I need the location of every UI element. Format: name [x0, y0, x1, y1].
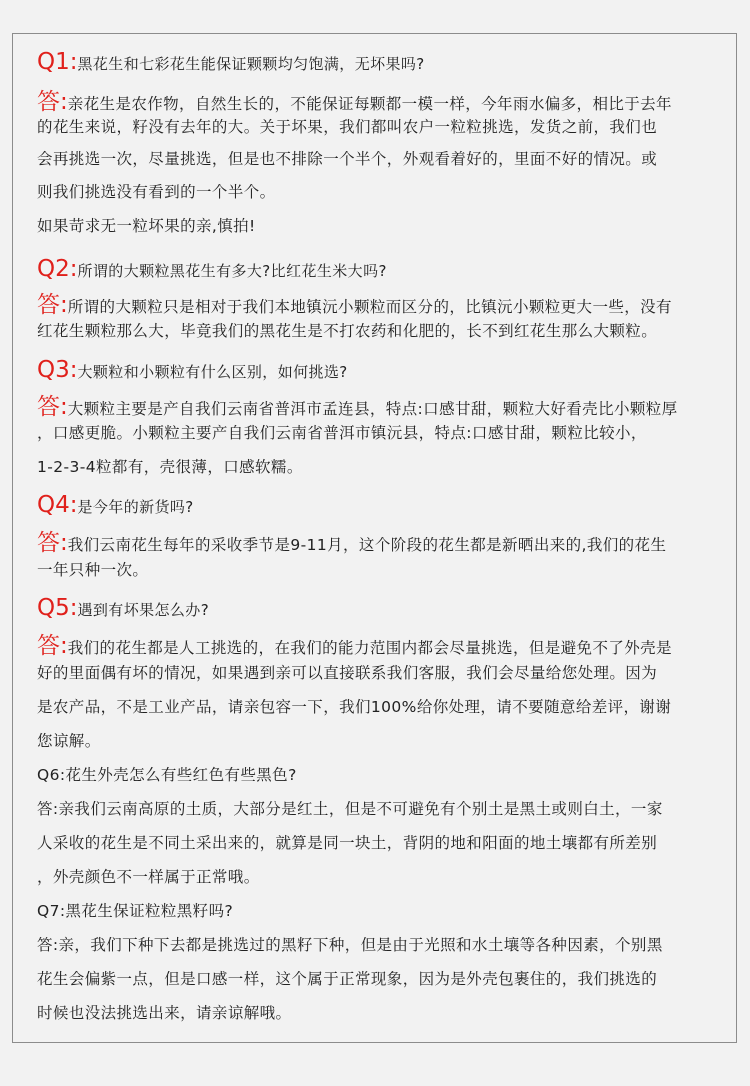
a2-line-2: 红花生颗粒那么大，毕竟我们的黑花生是不打农药和化肥的，长不到红花生那么大颗粒。 — [37, 322, 658, 340]
a6-line-1: 答:亲我们云南高原的土质，大部分是红土，但是不可避免有个别土是黑土或则白土，一家 — [37, 800, 663, 818]
a5-line-4: 您谅解。 — [37, 732, 101, 750]
a1-line-3: 会再挑选一次，尽量挑选，但是也不排除一个半个，外观看着好的，里面不好的情况。或 — [37, 150, 658, 168]
faq-q4-question — [37, 492, 726, 518]
a1-line-1: 亲花生是农作物，自然生长的，不能保证每颗都一模一样，今年雨水偏多，相比于去年 — [67, 95, 672, 113]
a1-marker: 答: — [37, 89, 68, 115]
a7-line-3: 时候也没法挑选出来，请亲谅解哦。 — [37, 1004, 292, 1022]
q2-text: 所谓的大颗粒黑花生有多大?比红花生米大吗? — [77, 262, 387, 280]
a7-line-2: 花生会偏紫一点，但是口感一样，这个属于正常现象，因为是外壳包裹住的，我们挑选的 — [37, 970, 658, 988]
faq-panel — [12, 33, 737, 1043]
q4-marker: Q4: — [37, 492, 78, 518]
a1-line-2: 的花生来说，籽没有去年的大。关于坏果，我们都叫农户一粒粒挑选，发货之前，我们也 — [37, 118, 658, 136]
a5-marker: 答: — [37, 633, 68, 659]
faq-q4-answer-line-1 — [37, 524, 726, 557]
a6-line-2: 人采收的花生是不同土采出来的，就算是同一块土，背阴的地和阳面的地土壤都有所差别 — [37, 834, 658, 852]
a2-line-1: 所谓的大颗粒只是相对于我们本地镇沅小颗粒而区分的，比镇沅小颗粒更大一些，没有 — [67, 298, 672, 316]
a4-line-1: 我们云南花生每年的采收季节是9-11月，这个阶段的花生都是新晒出来的,我们的花生 — [67, 536, 667, 554]
faq-q3-question — [37, 357, 726, 383]
q5-marker: Q5: — [37, 595, 78, 621]
a7-line-1: 答:亲，我们下种下去都是挑选过的黑籽下种，但是由于光照和水土壤等各种因素，个别黑 — [37, 936, 663, 954]
faq-q3-answer-line-1 — [37, 388, 726, 421]
a3-line-2: ，口感更脆。小颗粒主要产自我们云南省普洱市镇沅县，特点:口感甘甜，颗粒比较小， — [37, 424, 647, 442]
q3-text: 大颗粒和小颗粒有什么区别，如何挑选? — [77, 363, 348, 381]
a6-line-3: ，外壳颜色不一样属于正常哦。 — [37, 868, 260, 886]
a3-line-3: 1-2-3-4粒都有，壳很薄，口感软糯。 — [37, 458, 303, 476]
a4-line-2: 一年只种一次。 — [37, 561, 149, 579]
q3-marker: Q3: — [37, 357, 78, 383]
q1-text: 黑花生和七彩花生能保证颗颗均匀饱满，无坏果吗? — [77, 55, 425, 73]
a1-line-4: 则我们挑选没有看到的一个半个。 — [37, 183, 276, 201]
faq-q5-answer-line-1 — [37, 627, 726, 660]
a5-line-3: 是农产品，不是工业产品，请亲包容一下，我们100%给你处理，请不要随意给差评，谢谢 — [37, 698, 672, 716]
faq-q2-answer-line-1 — [37, 286, 726, 319]
faq-q7-question: Q7:黑花生保证粒粒黑籽吗? — [37, 902, 234, 920]
faq-q5-question — [37, 595, 726, 621]
faq-q6-question: Q6:花生外壳怎么有些红色有些黑色? — [37, 766, 297, 784]
a4-marker: 答: — [37, 530, 68, 556]
a3-marker: 答: — [37, 394, 68, 420]
a2-marker: 答: — [37, 292, 68, 318]
a5-line-2: 好的里面偶有坏的情况，如果遇到亲可以直接联系我们客服，我们会尽量给您处理。因为 — [37, 664, 658, 682]
q5-text: 遇到有坏果怎么办? — [77, 601, 210, 619]
faq-q1-question — [37, 49, 726, 75]
faq-q2-question — [37, 256, 726, 282]
faq-q1-answer-line-1 — [37, 83, 726, 116]
a5-line-1: 我们的花生都是人工挑选的，在我们的能力范围内都会尽量挑选，但是避免不了外壳是 — [67, 639, 672, 657]
q4-text: 是今年的新货吗? — [77, 498, 194, 516]
q1-note: 如果苛求无一粒坏果的亲,慎拍! — [37, 217, 256, 235]
q1-marker: Q1: — [37, 49, 78, 75]
a3-line-1: 大颗粒主要是产自我们云南省普洱市孟连县，特点:口感甘甜，颗粒大好看壳比小颗粒厚 — [67, 400, 678, 418]
q2-marker: Q2: — [37, 256, 78, 282]
